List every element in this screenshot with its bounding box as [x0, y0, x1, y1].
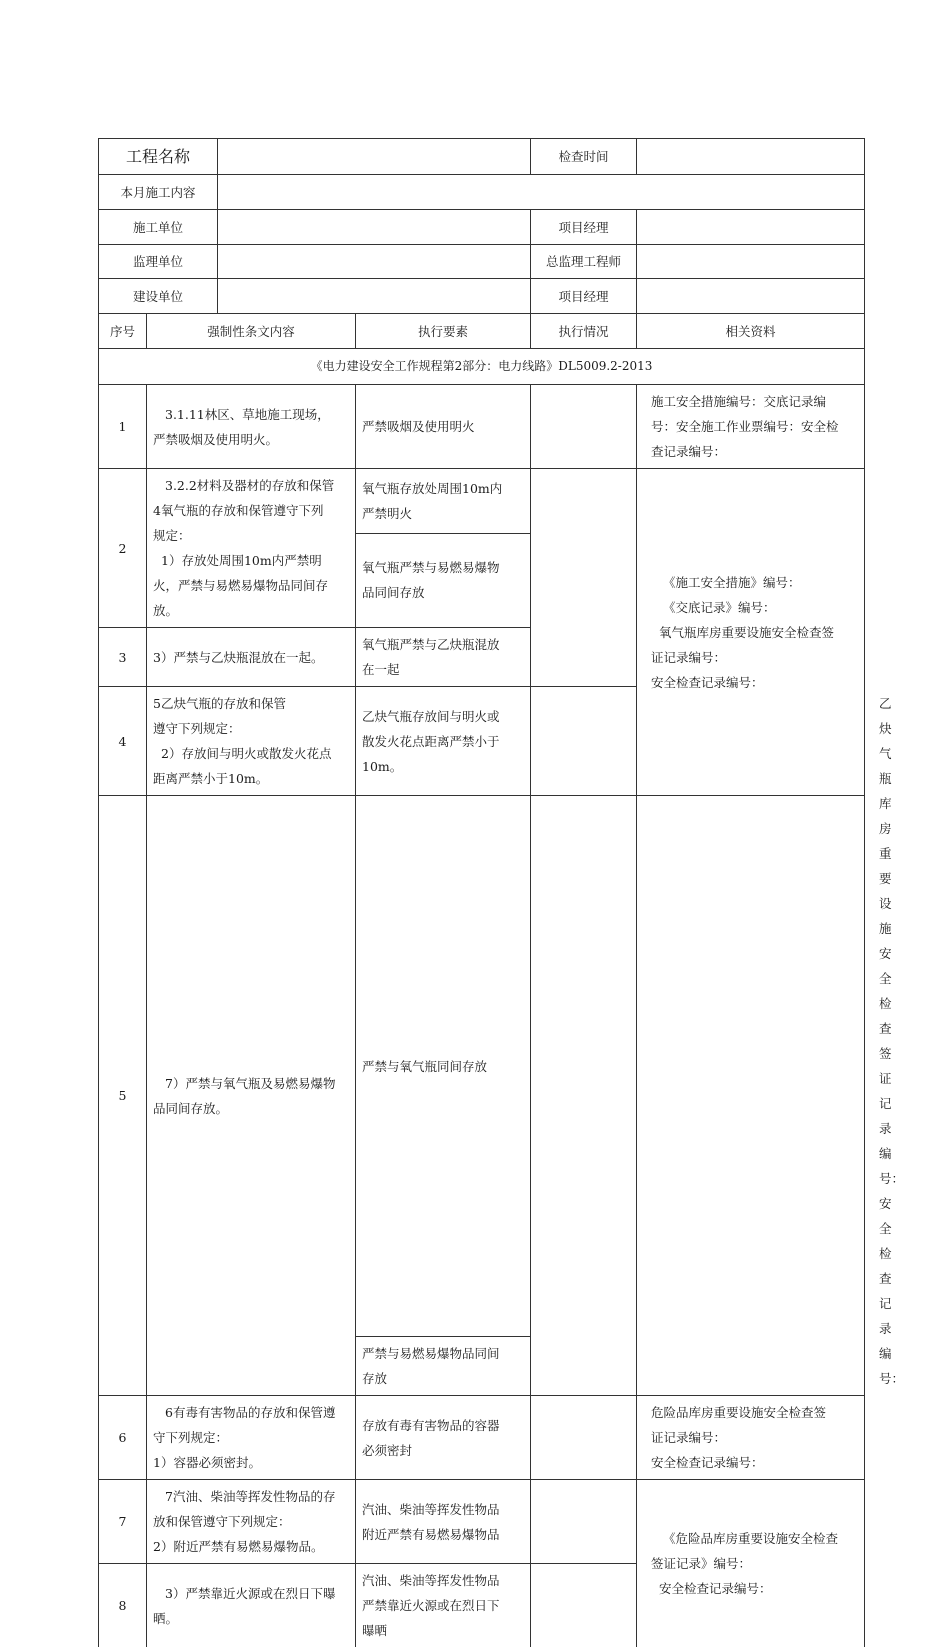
clause-cell	[147, 687, 356, 796]
element-line: 汽油、柴油等挥发性物品	[362, 1568, 524, 1593]
project-name-value[interactable]	[218, 139, 531, 175]
owner-unit-value[interactable]	[218, 279, 531, 314]
standard-title-row	[99, 349, 865, 385]
construction-unit-value[interactable]	[218, 210, 531, 245]
clause-line: 3.2.2材料及器材的存放和保管	[153, 473, 349, 498]
status-cell[interactable]	[531, 687, 637, 796]
row-number: 4	[99, 687, 147, 796]
element-line: 必须密封	[362, 1438, 524, 1463]
clause-line: 6有毒有害物品的存放和保管遵	[153, 1400, 349, 1425]
column-header-row	[99, 314, 865, 349]
clause-cell	[147, 1564, 356, 1647]
standard-title: 《电力建设安全工作规程第2部分：电力线路》DL5009.2-2013	[99, 349, 865, 385]
element-line: 在一起	[362, 657, 524, 682]
owner-unit-row	[99, 279, 865, 314]
element-line: 散发火花点距离严禁小于	[362, 729, 524, 754]
ref-cell	[637, 1480, 865, 1647]
ref-line: 安全检查记录编号：	[651, 1576, 852, 1601]
element-line: 严禁明火	[362, 501, 524, 526]
status-cell[interactable]	[531, 385, 637, 469]
element-line: 严禁靠近火源或在烈日下	[362, 1593, 524, 1618]
ref-line: 施工安全措施编号：交底记录编	[651, 389, 852, 414]
monthly-content-label: 本月施工内容	[99, 175, 218, 210]
ref-cell	[637, 469, 865, 796]
clause-line: 4氧气瓶的存放和保管遵守下列	[153, 498, 349, 523]
status-cell[interactable]	[531, 1396, 637, 1480]
table-row	[99, 1396, 865, 1480]
clause-cell	[147, 796, 356, 1396]
row-number: 6	[99, 1396, 147, 1480]
clause-line: 1）容器必须密封。	[153, 1450, 349, 1475]
ref-line: 《交底记录》编号：	[651, 595, 852, 620]
ref-line: 氧气瓶库房重要设施安全检查签	[651, 620, 852, 645]
supervision-unit-value[interactable]	[218, 245, 531, 279]
clause-line: 晒。	[153, 1606, 349, 1631]
element-cell	[356, 469, 531, 534]
row-number: 5	[99, 796, 147, 1396]
safety-check-table	[98, 138, 865, 1647]
clause-line: 遵守下列规定：	[153, 716, 349, 741]
status-cell[interactable]	[531, 1480, 637, 1564]
supervision-unit-label: 监理单位	[99, 245, 218, 279]
ref-line: 《施工安全措施》编号：	[651, 570, 852, 595]
col-header-no: 序号	[99, 314, 147, 349]
clause-line: 品同间存放。	[153, 1096, 349, 1121]
status-cell[interactable]	[531, 796, 637, 1396]
element-line: 曝晒	[362, 1618, 524, 1643]
element-cell	[356, 628, 531, 687]
project-name-row	[99, 139, 865, 175]
clause-line: 1）存放处周围10m内严禁明	[153, 548, 349, 573]
ref-line: 证记录编号：	[651, 1425, 852, 1450]
col-header-element: 执行要素	[356, 314, 531, 349]
ref-line: 签证记录》编号：	[651, 1551, 852, 1576]
clause-cell	[147, 385, 356, 469]
ref-line: 安全检查记录编号：	[651, 1450, 852, 1475]
element-cell	[356, 1337, 531, 1396]
table-row	[99, 469, 865, 534]
clause-line: 守下列规定：	[153, 1425, 349, 1450]
element-line: 氧气瓶严禁与乙炔瓶混放	[362, 632, 524, 657]
clause-cell	[147, 469, 356, 628]
element-line: 氧气瓶严禁与易燃易爆物	[362, 555, 524, 580]
clause-line: 放。	[153, 598, 349, 623]
element-line: 严禁与易燃易爆物品同间	[362, 1341, 524, 1366]
clause-cell	[147, 1480, 356, 1564]
element-cell	[356, 687, 531, 796]
project-manager-label: 项目经理	[531, 210, 637, 245]
element-line: 存放	[362, 1366, 524, 1391]
check-time-value[interactable]	[637, 139, 865, 175]
element-line: 汽油、柴油等挥发性物品	[362, 1497, 524, 1522]
clause-line: 5乙炔气瓶的存放和保管	[153, 691, 349, 716]
element-cell: 严禁与氧气瓶同间存放	[356, 796, 531, 1337]
row-number: 3	[99, 628, 147, 687]
col-header-clause: 强制性条文内容	[147, 314, 356, 349]
project-manager-value-2[interactable]	[637, 279, 865, 314]
clause-line: 2）存放间与明火或散发火花点	[153, 741, 349, 766]
chief-supervisor-value[interactable]	[637, 245, 865, 279]
clause-line: 3）严禁靠近火源或在烈日下曝	[153, 1581, 349, 1606]
ref-line: 查记录编号：	[651, 439, 852, 464]
monthly-content-row	[99, 175, 865, 210]
ref-cell	[637, 385, 865, 469]
table-row	[99, 1480, 865, 1564]
clause-cell	[147, 1396, 356, 1480]
clause-cell: 3）严禁与乙炔瓶混放在一起。	[147, 628, 356, 687]
element-line: 存放有毒有害物品的容器	[362, 1413, 524, 1438]
supervision-unit-row	[99, 245, 865, 279]
row-number: 1	[99, 385, 147, 469]
clause-line: 严禁吸烟及使用明火。	[153, 427, 349, 452]
ref-line: 危险品库房重要设施安全检查签	[651, 1400, 852, 1425]
clause-line: 距离严禁小于10m。	[153, 766, 349, 791]
element-line: 氧气瓶存放处周围10m内	[362, 476, 524, 501]
clause-line: 火，严禁与易燃易爆物品同间存	[153, 573, 349, 598]
element-cell	[356, 1564, 531, 1647]
element-cell	[356, 1480, 531, 1564]
ref-line: 号：安全施工作业票编号：安全检	[651, 414, 852, 439]
table-row	[99, 385, 865, 469]
project-name-label: 工程名称	[99, 139, 218, 175]
table-row: 4 5乙炔气瓶的存放和保管 遵守下列规定： 2）存放间与明火或散发火花点 距离严禁小于10m。 乙炔气瓶存放间与明火或 散发火花点距离严禁小于 10m。 乙炔气瓶库房重要设施安全检查 签证记录编号： 安全检查记录编号：	[99, 687, 865, 796]
col-header-ref: 相关资料	[637, 314, 865, 349]
project-manager-value[interactable]	[637, 210, 865, 245]
check-time-label: 检查时间	[531, 139, 637, 175]
construction-unit-label: 施工单位	[99, 210, 218, 245]
ref-line: 安全检查记录编号：	[651, 670, 852, 695]
row-number: 7	[99, 1480, 147, 1564]
element-cell: 严禁吸烟及使用明火	[356, 385, 531, 469]
col-header-status: 执行情况	[531, 314, 637, 349]
ref-line: 《危险品库房重要设施安全检查	[651, 1526, 852, 1551]
element-cell	[356, 533, 531, 627]
ref-cell	[637, 1396, 865, 1480]
project-manager-label-2: 项目经理	[531, 279, 637, 314]
clause-line: 2）附近严禁有易燃易爆物品。	[153, 1534, 349, 1559]
clause-line: 7）严禁与氧气瓶及易燃易爆物	[153, 1071, 349, 1096]
ref-line: 证记录编号：	[651, 645, 852, 670]
table-row	[99, 796, 865, 1337]
element-line: 乙炔气瓶存放间与明火或	[362, 704, 524, 729]
clause-line: 放和保管遵守下列规定：	[153, 1509, 349, 1534]
row-number: 2	[99, 469, 147, 628]
element-line: 品同间存放	[362, 580, 524, 605]
clause-line: 规定：	[153, 523, 349, 548]
row-number: 8	[99, 1564, 147, 1647]
clause-line: 7汽油、柴油等挥发性物品的存	[153, 1484, 349, 1509]
element-line: 10m。	[362, 754, 524, 779]
element-line: 附近严禁有易燃易爆物品	[362, 1522, 524, 1547]
element-cell	[356, 1396, 531, 1480]
status-cell[interactable]	[531, 469, 637, 687]
monthly-content-value[interactable]	[218, 175, 865, 210]
clause-line: 3.1.11林区、草地施工现场，	[153, 402, 349, 427]
owner-unit-label: 建设单位	[99, 279, 218, 314]
construction-unit-row	[99, 210, 865, 245]
status-cell[interactable]	[531, 1564, 637, 1647]
chief-supervisor-label: 总监理工程师	[531, 245, 637, 279]
